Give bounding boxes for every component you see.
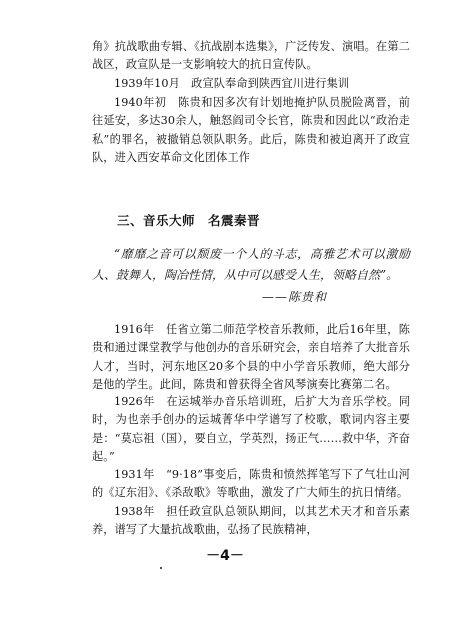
paragraph-continuation: 角》抗战歌曲专辑、《抗战剧本选集》，广泛传发、演唱。在第二战区，政宣队是一支影响较大的抗日宣传队。	[92, 40, 410, 72]
page-number: －4－	[206, 548, 244, 564]
paragraph-1931: 1931年 “9·18”事变后，陈贵和愤然挥笔写下了气壮山河的《辽东泪》、《杀敌歌》等歌曲，激发了广大师生的抗日情绪。	[92, 468, 410, 500]
paragraph-1940: 1940年初 陈贵和因多次有计划地掩护队员脱险离晋，前往延安，多达30余人，触怒阎司令长官，陈贵和因此以“政治走私”的罪名，被撤销总领队职务。此后，陈贵和被迫离开了政宣队，进入西安革命文化团体工作	[92, 96, 410, 164]
paragraph-1938: 1938年 担任政宣队总领队期间，以其艺术天才和音乐素养，谱写了大量抗战歌曲，弘扬了民族精神，	[92, 505, 410, 537]
section-heading: 三、音乐大师 名震秦晋	[117, 213, 261, 228]
quote-attribution: ——陈贵和	[262, 290, 328, 304]
paragraph-1916: 1916年 任省立第二师范学校音乐教师，此后16年里，陈贵和通过课堂教学与他创办的音乐研究会，亲自培养了大批音乐人才，当时，河东地区20多个县的中小学音乐教师，绝大部分是他的学生。此间，陈贵和曾获得全省风琴演奏比赛第二名。	[92, 323, 410, 391]
paragraph-1926: 1926年 在运城举办音乐培训班，后扩大为音乐学校。同时，为也亲手创办的运城菁华中学谱写了校歌，歌词内容主要是：“莫忘祖（国），要自立，学英烈，扬正气……救中华，齐奋起。”	[92, 395, 410, 463]
paragraph-1939: 1939年10月 政宣队奉命到陕西宜川进行集训	[114, 77, 350, 90]
scan-speck	[160, 567, 162, 569]
quote-text: “靡靡之音可以颓废一个人的斗志，高雅艺术可以激励人、鼓舞人，陶冶性情，从中可以感受人生，领略自然”。	[92, 247, 410, 282]
